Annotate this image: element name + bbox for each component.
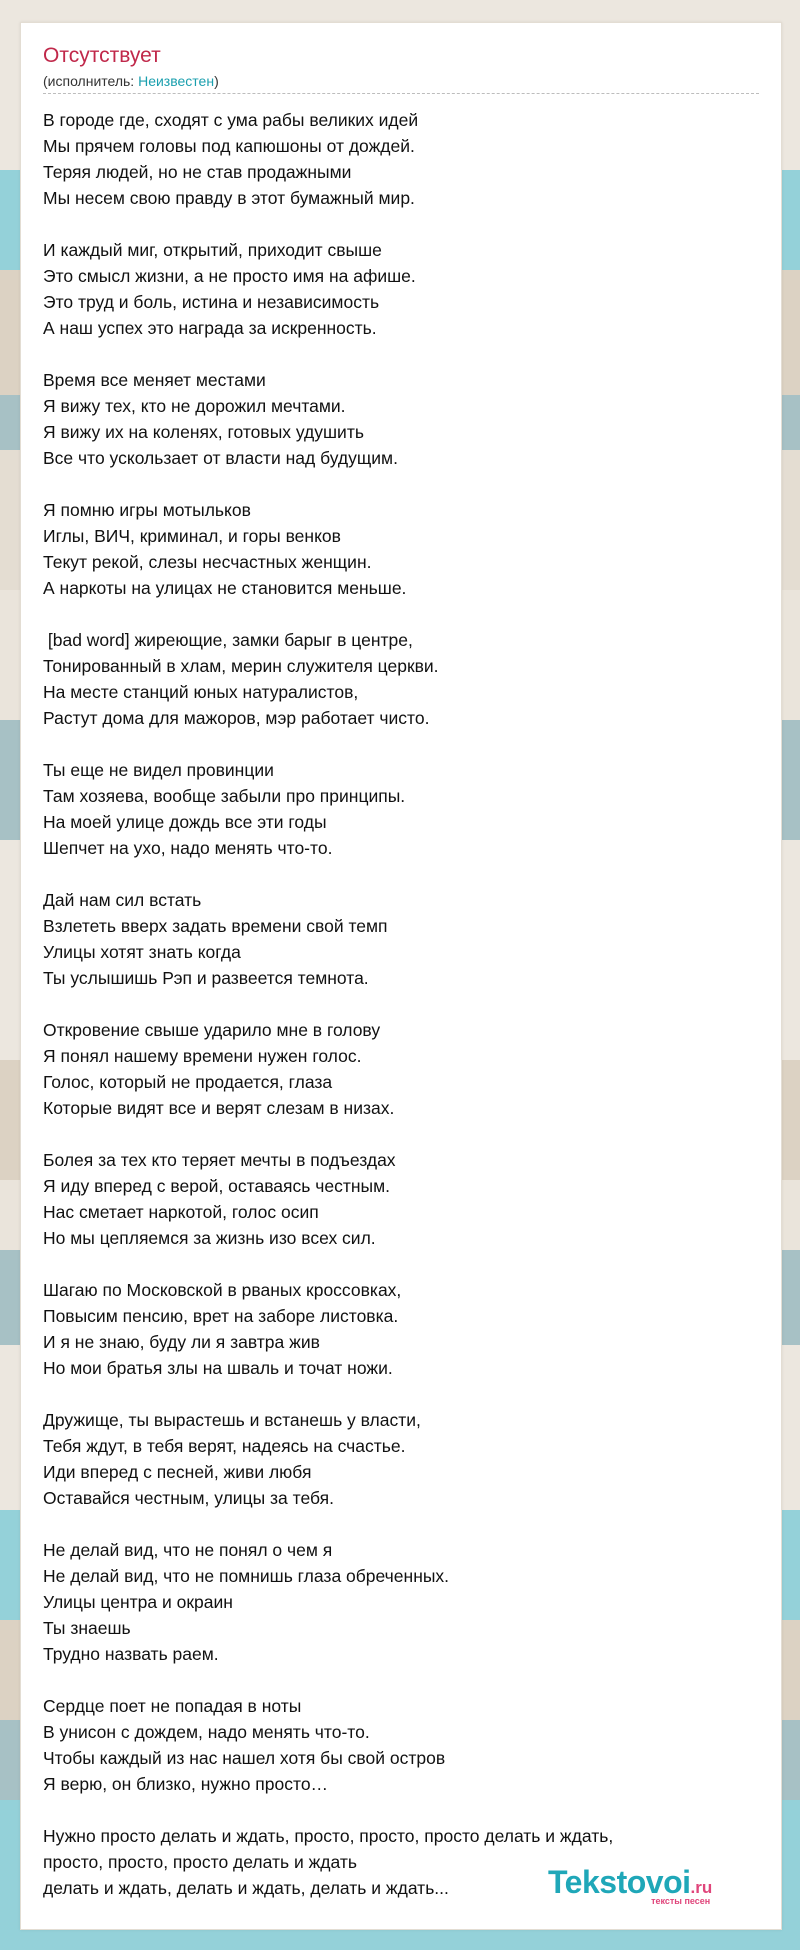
lyric-line: делать и ждать, делать и ждать, делать и ждать... <box>43 1878 449 1898</box>
lyrics-stanza <box>43 1277 763 1381</box>
artist-prefix: (исполнитель: <box>43 73 139 89</box>
lyrics-stanza <box>43 1693 763 1797</box>
lyric-line: Шагаю по Московской в рваных кроссовках, <box>43 1280 402 1300</box>
logo-wordmark <box>548 1866 712 1898</box>
lyric-line: Ты знаешь <box>43 1618 131 1638</box>
lyric-line: Теряя людей, но не став продажными <box>43 162 352 182</box>
lyric-line: Оставайся честным, улицы за тебя. <box>43 1488 334 1508</box>
lyric-line: Там хозяева, вообще забыли про принципы. <box>43 786 406 806</box>
lyric-line: Повысим пенсию, врет на заборе листовка. <box>43 1306 399 1326</box>
lyrics-stanza <box>43 1017 763 1121</box>
lyric-line: Болея за тех кто теряет мечты в подъездах <box>43 1150 396 1170</box>
lyric-line: Взлететь вверх задать времени свой темп <box>43 916 388 936</box>
lyrics-stanza <box>43 887 763 991</box>
lyrics-stanza <box>43 237 763 341</box>
lyric-line: Трудно назвать раем. <box>43 1644 219 1664</box>
lyric-line: В унисон с дождем, надо менять что-то. <box>43 1722 370 1742</box>
lyric-line: Дружище, ты вырастешь и встанешь у власти, <box>43 1410 421 1430</box>
lyric-line: Мы несем свою правду в этот бумажный мир. <box>43 188 415 208</box>
lyric-line: Улицы хотят знать когда <box>43 942 241 962</box>
site-logo[interactable] <box>548 1866 712 1906</box>
logo-tagline: тексты песен <box>651 1896 711 1906</box>
lyrics-stanza <box>43 367 763 471</box>
lyric-line: Ты услышишь Рэп и развеется темнота. <box>43 968 369 988</box>
lyrics-stanza <box>43 757 763 861</box>
lyric-line: Мы прячем головы под капюшоны от дождей. <box>43 136 415 156</box>
lyric-line: Иди вперед с песней, живи любя <box>43 1462 312 1482</box>
lyric-line: Нас сметает наркотой, голос осип <box>43 1202 319 1222</box>
lyric-line: Я вижу тех, кто не дорожил мечтами. <box>43 396 346 416</box>
lyric-line: И каждый миг, открытий, приходит свыше <box>43 240 382 260</box>
lyric-line: Не делай вид, что не понял о чем я <box>43 1540 333 1560</box>
lyric-line: [bad word] жиреющие, замки барыг в центре, <box>43 630 413 650</box>
lyric-line: А наш успех это награда за искренность. <box>43 318 377 338</box>
lyric-line: Чтобы каждый из нас нашел хотя бы свой остров <box>43 1748 446 1768</box>
lyric-line: Дай нам сил встать <box>43 890 202 910</box>
lyric-line: Я вижу их на коленях, готовых удушить <box>43 422 364 442</box>
lyric-line: И я не знаю, буду ли я завтра жив <box>43 1332 320 1352</box>
lyric-line: Тонированный в хлам, мерин служителя церкви. <box>43 656 439 676</box>
lyric-line: Все что ускользает от власти над будущим. <box>43 448 398 468</box>
lyric-line: Но мы цепляемся за жизнь изо всех сил. <box>43 1228 376 1248</box>
lyric-line: Это смысл жизни, а не просто имя на афише. <box>43 266 416 286</box>
lyrics-card <box>20 22 782 1930</box>
lyrics-stanza <box>43 1537 763 1667</box>
lyrics-stanza <box>43 497 763 601</box>
lyrics-stanza <box>43 1147 763 1251</box>
lyric-line: Не делай вид, что не помнишь глаза обреченных. <box>43 1566 450 1586</box>
artist-line <box>43 74 219 88</box>
lyric-line: Я понял нашему времени нужен голос. <box>43 1046 362 1066</box>
logo-tld: .ru <box>690 1878 713 1897</box>
lyrics-body <box>43 107 763 1927</box>
lyric-line: Нужно просто делать и ждать, просто, просто, просто делать и ждать, <box>43 1826 614 1846</box>
lyric-line: А наркоты на улицах не становится меньше. <box>43 578 407 598</box>
lyric-line: Улицы центра и окраин <box>43 1592 233 1612</box>
lyric-line: Сердце поет не попадая в ноты <box>43 1696 302 1716</box>
lyric-line: В городе где, сходят с ума рабы великих идей <box>43 110 419 130</box>
lyric-line: Я верю, он близко, нужно просто… <box>43 1774 329 1794</box>
lyric-line: Иглы, ВИЧ, криминал, и горы венков <box>43 526 341 546</box>
lyrics-stanza <box>43 107 763 211</box>
lyric-line: Текут рекой, слезы несчастных женщин. <box>43 552 372 572</box>
lyric-line: Откровение свыше ударило мне в голову <box>43 1020 381 1040</box>
artist-link[interactable]: Неизвестен <box>138 73 215 89</box>
lyric-line: На моей улице дождь все эти годы <box>43 812 327 832</box>
lyric-line: Которые видят все и верят слезам в низах. <box>43 1098 395 1118</box>
lyric-line: Я иду вперед с верой, оставаясь честным. <box>43 1176 390 1196</box>
lyric-line: Я помню игры мотыльков <box>43 500 251 520</box>
lyric-line: Это труд и боль, истина и независимость <box>43 292 380 312</box>
lyrics-stanza <box>43 627 763 731</box>
lyric-line: Ты еще не видел провинции <box>43 760 274 780</box>
lyrics-stanza <box>43 1407 763 1511</box>
lyric-line: Голос, который не продается, глаза <box>43 1072 333 1092</box>
title-divider <box>43 93 759 94</box>
lyric-line: Но мои братья злы на шваль и точат ножи. <box>43 1358 393 1378</box>
lyric-line: Тебя ждут, в тебя верят, надеясь на счастье. <box>43 1436 406 1456</box>
lyric-line: Шепчет на ухо, надо менять что-то. <box>43 838 333 858</box>
logo-name: Tekstovoi <box>548 1864 691 1900</box>
song-title: Отсутствует <box>43 44 161 67</box>
lyric-line: просто, просто, просто делать и ждать <box>43 1852 357 1872</box>
lyric-line: Растут дома для мажоров, мэр работает чисто. <box>43 708 430 728</box>
artist-suffix: ) <box>214 73 219 89</box>
lyric-line: Время все меняет местами <box>43 370 266 390</box>
lyric-line: На месте станций юных натуралистов, <box>43 682 359 702</box>
